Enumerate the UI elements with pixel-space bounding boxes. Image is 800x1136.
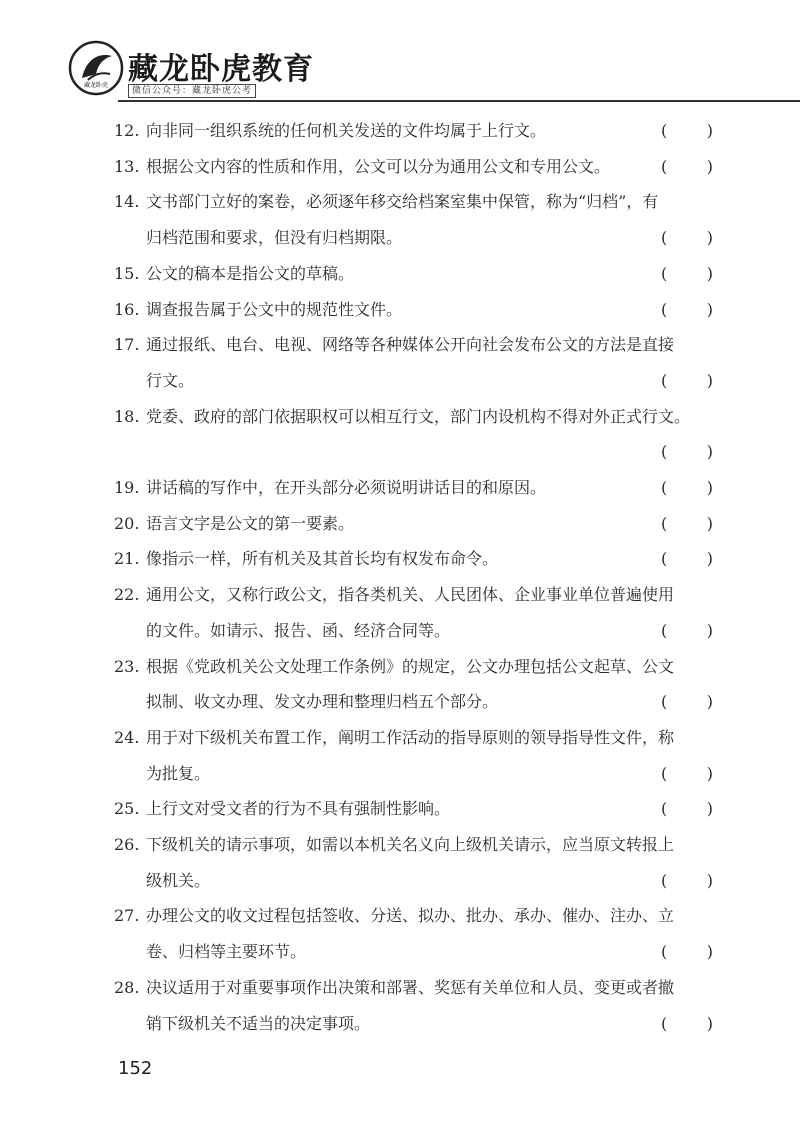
question-line (0, 794, 800, 824)
question-line (0, 723, 800, 753)
close-bracket: ) (706, 299, 713, 319)
close-bracket: ) (706, 799, 713, 819)
question-text: 文书部门立好的案卷，必须逐年移交给档案室集中保管，称为“归档”，有 (146, 192, 659, 212)
question-number: 18. (114, 406, 140, 426)
question-number: 13. (114, 156, 140, 176)
question-text: 党委、政府的部门依据职权可以相互行文，部门内设机构不得对外正式行文。 (146, 406, 691, 426)
question-text: 用于对下级机关布置工作，阐明工作活动的指导原则的领导指导性文件，称 (146, 727, 675, 747)
question-text: 讲话稿的写作中，在开头部分必须说明讲话目的和原因。 (146, 478, 547, 497)
answer-brackets[interactable] (661, 794, 713, 824)
question-number: 25. (114, 799, 140, 819)
close-bracket: ) (706, 549, 713, 569)
question-line (0, 509, 800, 539)
question-number: 19. (114, 478, 140, 497)
open-bracket: ( (661, 692, 668, 712)
question-line (0, 616, 800, 646)
open-bracket: ( (661, 763, 668, 783)
question-number: 17. (114, 335, 140, 355)
open-bracket: ( (661, 299, 668, 319)
question-text: 调查报告属于公文中的规范性文件。 (146, 299, 403, 319)
question-number: 21. (114, 549, 140, 569)
question-text: 向非同一组织系统的任何机关发送的文件均属于上行文。 (146, 121, 547, 140)
question-text: 拟制、收文办理、发文办理和整理归档五个部分。 (146, 692, 499, 712)
question-line (0, 437, 800, 467)
answer-brackets[interactable] (661, 937, 713, 967)
question-line (0, 687, 800, 717)
question-line (0, 652, 800, 682)
question-number: 16. (114, 299, 140, 319)
question-text: 行文。 (146, 370, 195, 390)
question-number: 12. (114, 121, 140, 140)
question-line (0, 259, 800, 289)
question-text: 销下级机关不适当的决定事项。 (146, 1013, 371, 1033)
open-bracket: ( (661, 1013, 668, 1033)
question-line (0, 473, 800, 503)
question-text: 的文件。如请示、报告、函、经济合同等。 (146, 620, 451, 640)
question-line (0, 116, 800, 146)
close-bracket: ) (706, 1013, 713, 1033)
answer-brackets[interactable] (661, 366, 713, 396)
question-text: 上行文对受文者的行为不具有强制性影响。 (146, 799, 451, 819)
open-bracket: ( (661, 156, 668, 176)
question-text: 语言文字是公文的第一要素。 (146, 513, 355, 533)
question-text: 通过报纸、电台、电视、网络等各种媒体公开向社会发布公文的方法是直接 (146, 335, 675, 355)
answer-brackets[interactable] (661, 1009, 713, 1039)
question-text: 通用公文，又称行政公文，指各类机关、人民团体、企业事业单位普遍使用 (146, 585, 675, 605)
open-bracket: ( (661, 121, 668, 140)
answer-brackets[interactable] (661, 687, 713, 717)
question-text: 级机关。 (146, 870, 211, 890)
question-number: 26. (114, 835, 140, 854)
question-text: 为批复。 (146, 763, 211, 783)
close-bracket: ) (706, 228, 713, 248)
question-text: 归档范围和要求，但没有归档期限。 (146, 228, 403, 248)
question-number: 22. (114, 585, 140, 605)
question-text: 办理公文的收文过程包括签收、分送、拟办、批办、承办、催办、注办、立 (146, 906, 675, 926)
answer-brackets[interactable] (661, 437, 713, 467)
question-number: 20. (114, 513, 140, 533)
question-line (0, 937, 800, 967)
open-bracket: ( (661, 799, 668, 819)
question-line (0, 187, 800, 217)
close-bracket: ) (706, 478, 713, 497)
question-number: 24. (114, 727, 140, 747)
page-number: 152 (118, 1058, 153, 1079)
question-text: 公文的稿本是指公文的草稿。 (146, 263, 355, 283)
question-line (0, 366, 800, 396)
question-text: 卷、归档等主要环节。 (146, 942, 307, 962)
answer-brackets[interactable] (661, 295, 713, 325)
question-line (0, 295, 800, 325)
question-text: 像指示一样，所有机关及其首长均有权发布命令。 (146, 549, 499, 569)
answer-brackets[interactable] (661, 116, 713, 146)
open-bracket: ( (661, 549, 668, 569)
question-number: 27. (114, 906, 140, 926)
question-line (0, 1009, 800, 1039)
close-bracket: ) (706, 121, 713, 140)
open-bracket: ( (661, 942, 668, 962)
open-bracket: ( (661, 442, 668, 462)
brand-title: 藏龙卧虎教育 (128, 52, 314, 87)
close-bracket: ) (706, 156, 713, 176)
answer-brackets[interactable] (661, 759, 713, 789)
question-number: 28. (114, 977, 140, 997)
svg-text:藏龙卧虎: 藏龙卧虎 (83, 82, 109, 89)
close-bracket: ) (706, 370, 713, 390)
close-bracket: ) (706, 620, 713, 640)
close-bracket: ) (706, 942, 713, 962)
question-text: 决议适用于对重要事项作出决策和部署、奖惩有关单位和人员、变更或者撤 (146, 977, 675, 997)
question-line (0, 759, 800, 789)
question-line (0, 330, 800, 360)
close-bracket: ) (706, 763, 713, 783)
question-text: 根据《党政机关公文处理工作条例》的规定，公文办理包括公文起草、公文 (146, 656, 675, 676)
open-bracket: ( (661, 478, 668, 497)
question-number: 14. (114, 192, 140, 212)
question-number: 23. (114, 656, 140, 676)
answer-brackets[interactable] (661, 616, 713, 646)
open-bracket: ( (661, 370, 668, 390)
close-bracket: ) (706, 692, 713, 712)
close-bracket: ) (706, 442, 713, 462)
question-number: 15. (114, 263, 140, 283)
answer-brackets[interactable] (661, 152, 713, 182)
close-bracket: ) (706, 513, 713, 533)
question-text: 根据公文内容的性质和作用，公文可以分为通用公文和专用公文。 (146, 156, 611, 176)
question-line (0, 901, 800, 931)
brand-slogan: 微信公众号：藏龙卧虎公考 (128, 84, 256, 98)
open-bracket: ( (661, 870, 668, 890)
open-bracket: ( (661, 228, 668, 248)
question-line (0, 402, 800, 432)
question-line (0, 830, 800, 860)
question-text: 下级机关的请示事项，如需以本机关名义向上级机关请示，应当原文转报上 (146, 835, 675, 854)
question-line (0, 223, 800, 253)
open-bracket: ( (661, 263, 668, 283)
answer-brackets[interactable] (661, 473, 713, 503)
open-bracket: ( (661, 513, 668, 533)
close-bracket: ) (706, 870, 713, 890)
question-line (0, 152, 800, 182)
question-line (0, 973, 800, 1003)
answer-brackets[interactable] (661, 544, 713, 574)
answer-brackets[interactable] (661, 866, 713, 896)
question-line (0, 580, 800, 610)
close-bracket: ) (706, 263, 713, 283)
answer-brackets[interactable] (661, 509, 713, 539)
answer-brackets[interactable] (661, 223, 713, 253)
question-line (0, 866, 800, 896)
question-line (0, 544, 800, 574)
answer-brackets[interactable] (661, 259, 713, 289)
open-bracket: ( (661, 620, 668, 640)
